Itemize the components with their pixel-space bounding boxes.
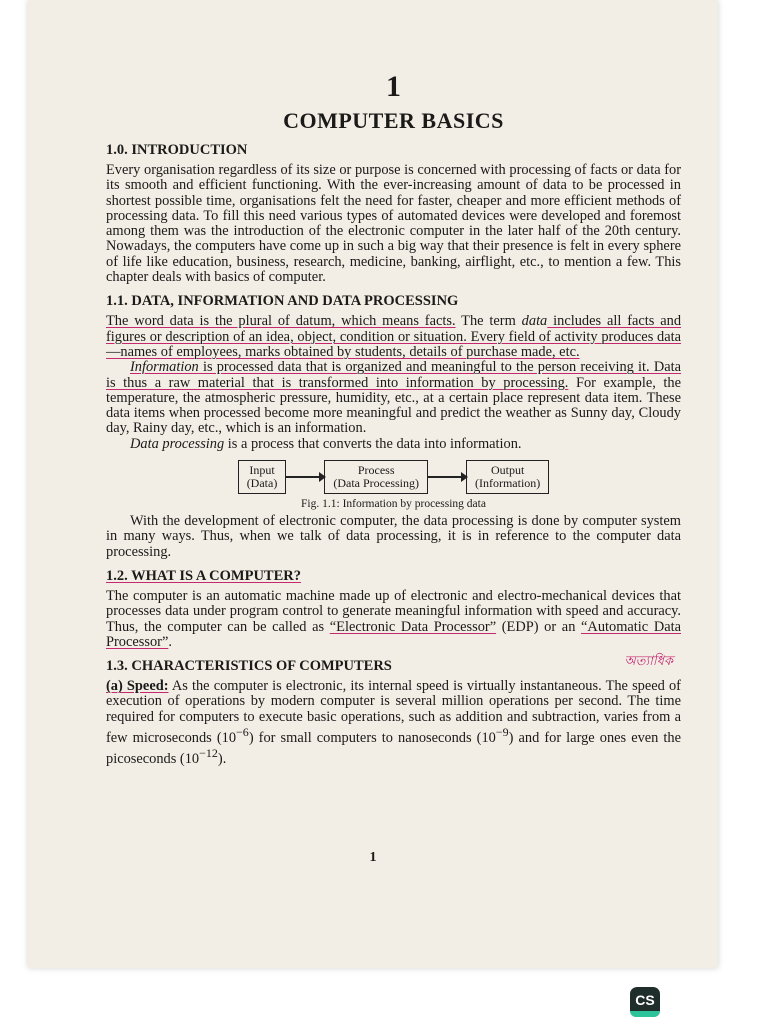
camscanner-logo-icon [630, 987, 660, 1017]
data-description-text: includes all facts and figures or description of an idea, object, condition or situation. Every field of activity produces data—names of employees, marks obtained by students, details of purchase made, etc. [106, 313, 682, 360]
data-processing-paragraph [106, 437, 681, 452]
input-box-title: Input [249, 463, 275, 478]
process-box-subtitle: (Data Processing) [333, 476, 419, 491]
adp-term: “Automatic Data Processor” [106, 618, 681, 650]
chapter-number: 1 [386, 70, 401, 103]
book-page [28, 0, 718, 968]
output-box-subtitle: (Information) [474, 476, 541, 491]
badge-text: CS [635, 992, 655, 1008]
section-heading-what-is-computer [106, 568, 681, 585]
arrow-right-icon [286, 476, 324, 478]
information-term: Information [130, 359, 199, 376]
after-figure-paragraph: With the development of electronic computer, the data processing is done by computer system in many ways. Thus, when we talk of data processing, it is in reference to the computer data processing. [106, 513, 681, 560]
information-paragraph [106, 360, 681, 436]
input-box [238, 460, 287, 494]
handwritten-annotation: অত্যাধিক [624, 654, 673, 670]
section-heading-characteristics: 1.3. CHARACTERISTICS OF COMPUTERS [106, 658, 392, 675]
chapter-title: COMPUTER BASICS [283, 108, 504, 133]
speed-text-4: ). [217, 750, 227, 767]
arrow-right-icon [428, 476, 466, 478]
data-flow-figure [106, 460, 681, 494]
computer-paragraph [106, 589, 681, 650]
speed-text-2: ) for small computers to nanoseconds (10 [248, 729, 496, 746]
page-content [106, 70, 681, 767]
process-box-title: Process [357, 463, 395, 478]
intro-paragraph: Every organisation regardless of its size or purpose is concerned with processing of facts or data for its smooth and efficient functioning. With the ever-increasing amount of data to be processed in shortest possible time, organisations felt the need for faster, cheaper and more efficient methods of processing data. To fill this need various types of automated devices were developed and foremost among them was the introduction of the electronic computer in the later half of the 20th century. Nowadays, the computers have come up in such a big way that their presence is felt in every sphere of life like education, business, research, medicine, banking, airflight, etc., to mention a few. This chapter deals with basics of computer. [106, 162, 681, 286]
computer-or-text: (EDP) or an [496, 618, 582, 635]
what-is-computer-heading-text: 1.2. WHAT IS A COMPUTER? [106, 567, 301, 584]
edp-term: “Electronic Data Processor” [329, 618, 497, 635]
data-term: data [521, 313, 548, 330]
output-box [466, 460, 549, 494]
speed-text-3: ) and for large ones even the picoseconds (10 [106, 729, 682, 767]
speed-exponent-nano: −9 [495, 725, 509, 740]
information-definition-text: is processed data that is organized and meaningful to the person receiving it. Data is thus a raw material that is transformed into information by processing. [106, 359, 681, 391]
data-text: The term [455, 313, 522, 330]
section-heading-data-information: 1.1. DATA, INFORMATION AND DATA PROCESSING [106, 293, 459, 310]
output-box-title: Output [490, 463, 525, 478]
section-heading-introduction: 1.0. INTRODUCTION [106, 142, 248, 158]
page-number: 1 [369, 850, 377, 865]
computer-end-text: . [168, 633, 172, 650]
process-box [324, 460, 428, 494]
data-processing-text: is a process that converts the data into information. [224, 435, 522, 452]
speed-text: As the computer is electronic, its internal speed is virtually instantaneous. The speed of execution of operations by modern computer is several million operations per second. The time required for computers to execute basic operations, such as addition and subtraction, varies from a few microseconds (10 [106, 678, 681, 746]
computer-definition-text: The computer is an automatic machine made up of electronic and electro-mechanical devices that processes data under program control to generate meaningful information with speed and accuracy. Thus, the computer can be called as [106, 587, 681, 635]
speed-label: (a) Speed: [106, 678, 169, 695]
speed-exponent-micro: −6 [236, 725, 249, 740]
speed-exponent-pico: −12 [199, 746, 218, 761]
information-example-text: For example, the temperature, the atmospheric pressure, humidity, etc., at a certain place represent data item. These data items when processed become more meaningful and predict the weather as Sunny day, Cloudy day, Rainy day, etc., which is an information. [106, 374, 681, 437]
data-processing-term: Data processing [130, 435, 225, 452]
speed-paragraph [106, 679, 681, 767]
data-paragraph [106, 314, 681, 360]
data-definition-text: The word data is the plural of datum, which means facts. [106, 313, 456, 330]
characteristics-block [106, 654, 682, 767]
input-box-subtitle: (Data) [246, 476, 278, 491]
figure-caption: Fig. 1.1: Information by processing data [301, 498, 486, 511]
